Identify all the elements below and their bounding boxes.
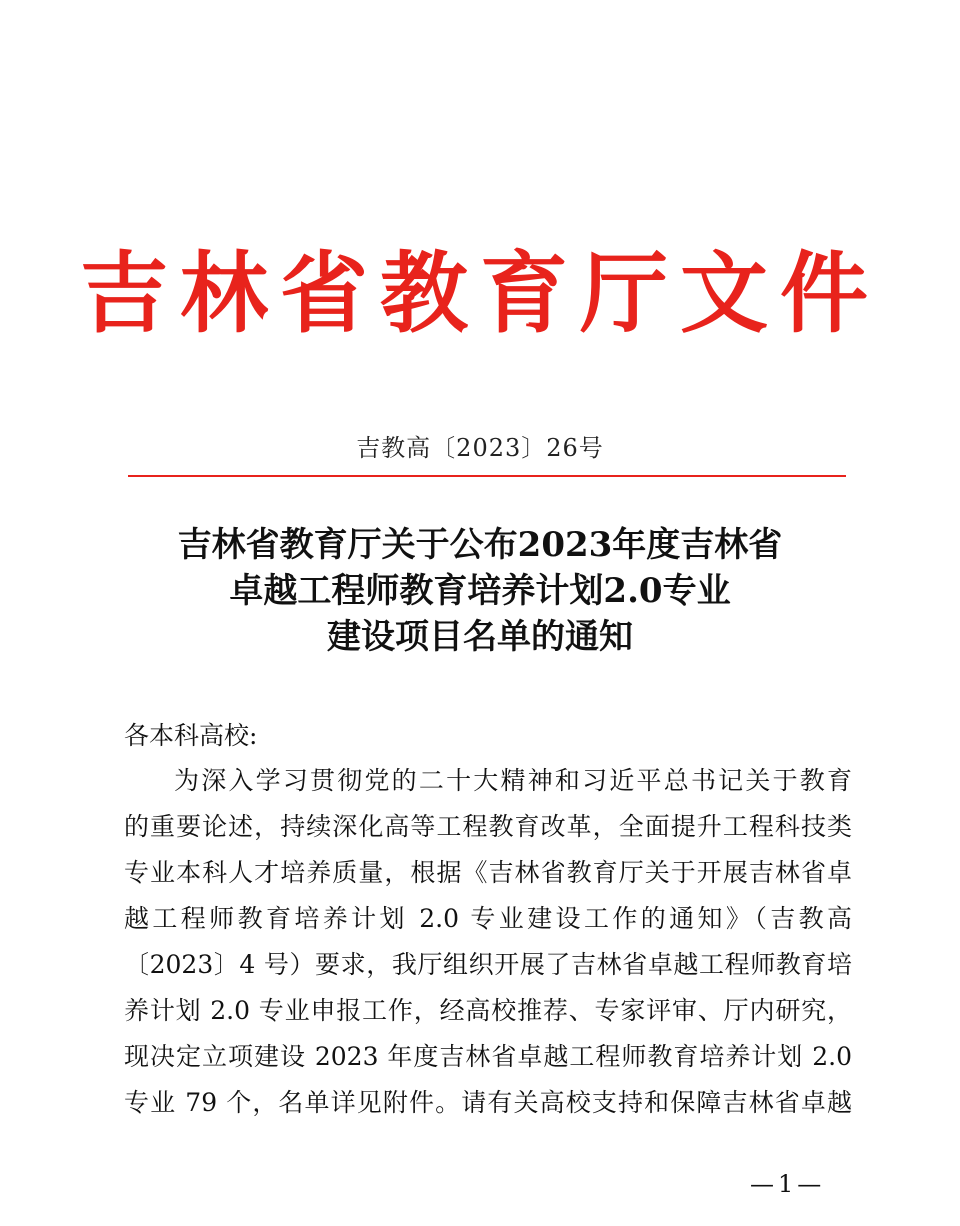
title-line: 建设项目名单的通知 <box>327 617 633 657</box>
title-line: 吉林省教育厅关于公布2023年度吉林省 <box>177 525 783 565</box>
body-line: 养计划 2.0 专业申报工作，经高校推荐、专家评审、厅内研究， <box>124 996 852 1025</box>
body-line: 专业 79 个，名单详见附件。请有关高校支持和保障吉林省卓越 <box>124 1088 852 1117</box>
document-title <box>0 522 960 660</box>
body-line: 现决定立项建设 2023 年度吉林省卓越工程师教育培养计划 2.0 <box>124 1042 852 1071</box>
body-line: 专业本科人才培养质量，根据《吉林省教育厅关于开展吉林省卓 <box>124 858 852 887</box>
red-divider-line <box>128 475 846 477</box>
salutation: 各本科高校: <box>124 721 258 750</box>
page-number: —1— <box>750 1170 826 1198</box>
body-line: 为深入学习贯彻党的二十大精神和习近平总书记关于教育 <box>174 766 852 795</box>
body-line: 〔2023〕4 号）要求，我厅组织开展了吉林省卓越工程师教育培 <box>124 950 852 979</box>
body-paragraph <box>124 758 864 1126</box>
body-line: 越工程师教育培养计划 2.0 专业建设工作的通知》（吉教高 <box>124 904 852 933</box>
title-line: 卓越工程师教育培养计划2.0专业 <box>229 571 731 611</box>
document-number: 吉教高〔2023〕26号 <box>356 434 604 462</box>
body-line: 的重要论述，持续深化高等工程教育改革，全面提升工程科技类 <box>124 812 852 841</box>
masthead: 吉林省教育厅文件 <box>79 241 880 345</box>
